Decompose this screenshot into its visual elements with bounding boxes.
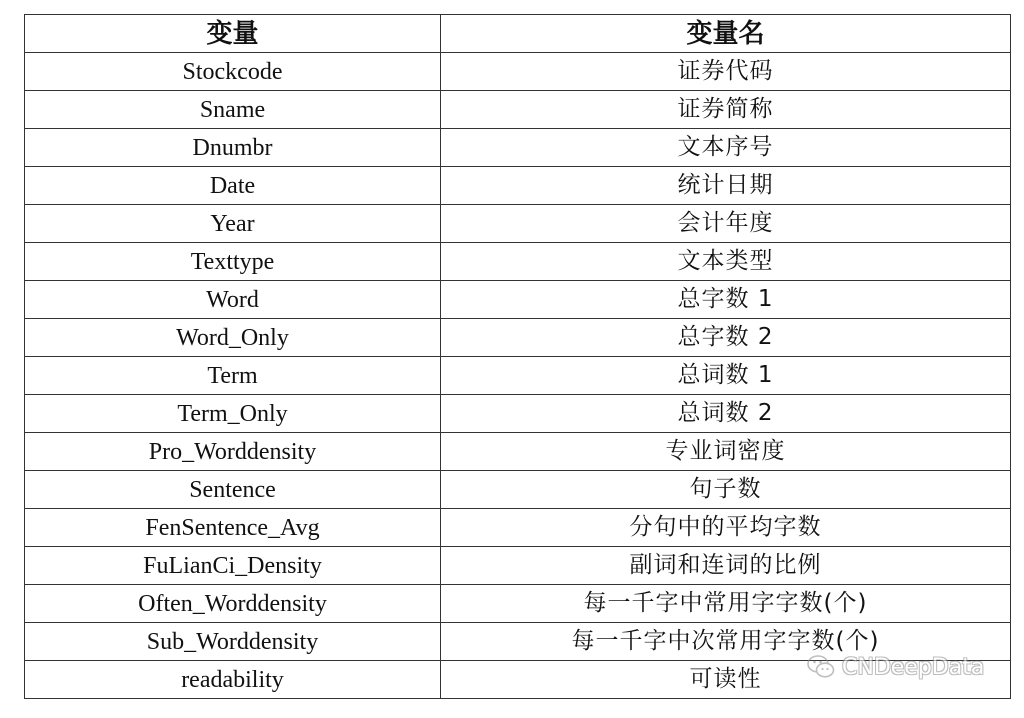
variable-name-cell: 专业词密度: [441, 433, 1011, 471]
table-row: [25, 91, 1011, 129]
variable-cell: Pro_Worddensity: [25, 433, 441, 471]
variable-cell: Often_Worddensity: [25, 585, 441, 623]
variable-cell: Word_Only: [25, 319, 441, 357]
table-body: [25, 53, 1011, 699]
variable-name-cell: 句子数: [441, 471, 1011, 509]
variable-name-cell: 总词数 1: [441, 357, 1011, 395]
variable-name-cell: 会计年度: [441, 205, 1011, 243]
variable-name-cell: 统计日期: [441, 167, 1011, 205]
variable-cell: Term_Only: [25, 395, 441, 433]
variable-name-cell: 总字数 2: [441, 319, 1011, 357]
variable-name-cell: 总词数 2: [441, 395, 1011, 433]
header-variable-name: 变量名: [441, 15, 1011, 53]
table-row: [25, 243, 1011, 281]
variable-cell: Sname: [25, 91, 441, 129]
table-row: [25, 205, 1011, 243]
variable-cell: Term: [25, 357, 441, 395]
variable-name-cell: 每一千字中常用字字数(个): [441, 585, 1011, 623]
header-variable: 变量: [25, 15, 441, 53]
variable-cell: readability: [25, 661, 441, 699]
variable-name-cell: 可读性: [441, 661, 1011, 699]
table-row: [25, 167, 1011, 205]
variable-cell: Date: [25, 167, 441, 205]
variable-name-cell: 文本序号: [441, 129, 1011, 167]
table-row: [25, 623, 1011, 661]
variable-table: [24, 14, 1011, 699]
table-row: [25, 509, 1011, 547]
variable-table-container: [24, 14, 1010, 699]
table-row: [25, 319, 1011, 357]
variable-cell: FenSentence_Avg: [25, 509, 441, 547]
variable-cell: FuLianCi_Density: [25, 547, 441, 585]
table-row: [25, 129, 1011, 167]
table-row: [25, 433, 1011, 471]
table-row: [25, 661, 1011, 699]
table-row: [25, 547, 1011, 585]
table-row: [25, 585, 1011, 623]
variable-cell: Word: [25, 281, 441, 319]
watermark-text: CNDeepData: [842, 654, 985, 680]
variable-cell: Year: [25, 205, 441, 243]
variable-cell: Stockcode: [25, 53, 441, 91]
variable-name-cell: 证券代码: [441, 53, 1011, 91]
variable-cell: Dnumbr: [25, 129, 441, 167]
table-row: [25, 357, 1011, 395]
variable-cell: Sentence: [25, 471, 441, 509]
table-row: [25, 471, 1011, 509]
table-header-row: [25, 15, 1011, 53]
table-row: [25, 281, 1011, 319]
variable-cell: Texttype: [25, 243, 441, 281]
variable-name-cell: 副词和连词的比例: [441, 547, 1011, 585]
variable-name-cell: 总字数 1: [441, 281, 1011, 319]
variable-name-cell: 文本类型: [441, 243, 1011, 281]
table-row: [25, 53, 1011, 91]
variable-name-cell: 证券简称: [441, 91, 1011, 129]
variable-name-cell: 每一千字中次常用字字数(个): [441, 623, 1011, 661]
variable-cell: Sub_Worddensity: [25, 623, 441, 661]
table-row: [25, 395, 1011, 433]
variable-name-cell: 分句中的平均字数: [441, 509, 1011, 547]
